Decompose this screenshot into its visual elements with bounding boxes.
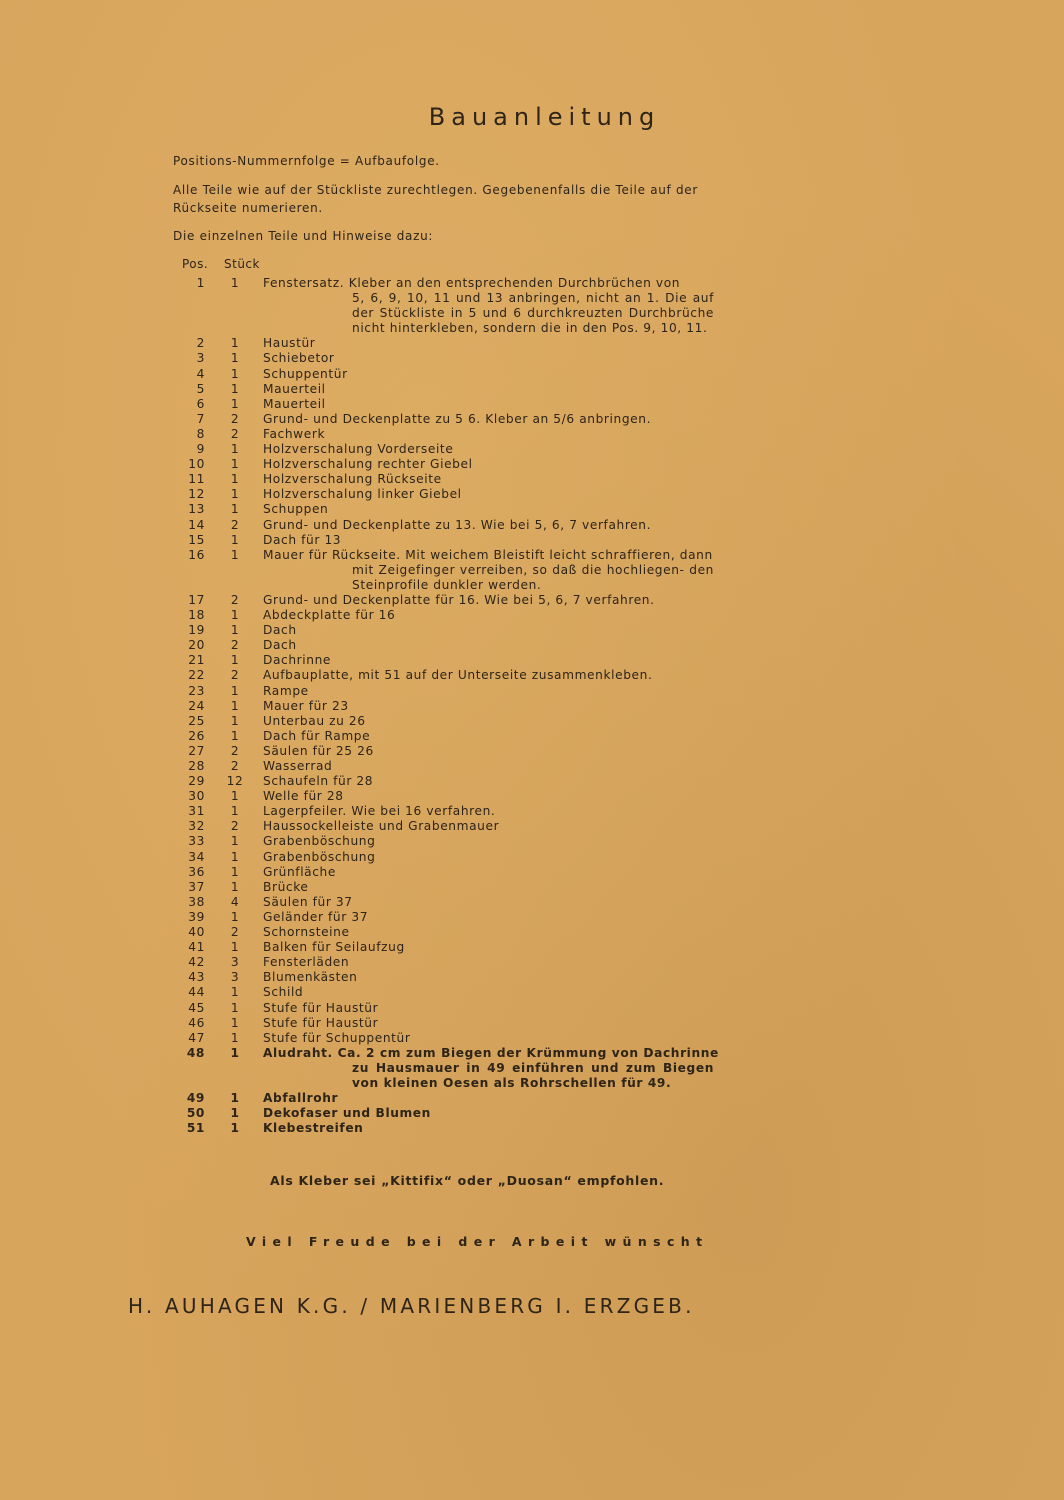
row-description <box>263 533 730 548</box>
row-quantity: 1 <box>230 985 240 1000</box>
row-quantity: 1 <box>230 457 240 472</box>
table-row <box>170 457 730 472</box>
row-position: 23 <box>188 683 205 698</box>
row-description-text: Mauerteil <box>263 381 326 396</box>
row-description <box>263 351 730 366</box>
row-position: 24 <box>188 698 205 713</box>
table-row <box>170 940 730 955</box>
row-description-text: Grund- und Deckenplatte für 16. Wie bei 5, 6, 7 verfahren. <box>263 592 655 607</box>
row-quantity: 1 <box>230 864 240 879</box>
row-description <box>263 1001 730 1016</box>
row-description <box>263 593 730 608</box>
row-description-text: Dach für Rampe <box>263 728 371 743</box>
row-quantity: 1 <box>230 442 240 457</box>
row-position: 27 <box>188 743 205 758</box>
row-quantity: 2 <box>230 411 240 426</box>
row-description <box>263 548 730 593</box>
row-position: 41 <box>188 940 205 955</box>
row-quantity: 2 <box>230 743 240 758</box>
table-row <box>170 1001 730 1016</box>
table-row <box>170 533 730 548</box>
row-description-text: Unterbau zu 26 <box>263 713 366 728</box>
row-description-text: Fenstersatz. Kleber an den entsprechenden Durchbrüchen von <box>263 276 681 290</box>
row-description-text: Fensterläden <box>263 955 350 970</box>
row-description <box>263 970 730 985</box>
table-row <box>170 653 730 668</box>
row-description-continuation: zu Hausmauer in 49 einführen und zum Biegen von kleinen Oesen als Rohrschellen für 49. <box>352 1060 714 1090</box>
column-header-qty: Stück <box>224 257 260 271</box>
row-position: 25 <box>188 713 205 728</box>
row-quantity: 1 <box>230 351 240 366</box>
table-row <box>170 1121 730 1136</box>
table-row <box>170 850 730 865</box>
intro-line-order: Positions-Nummernfolge = Aufbaufolge. <box>173 154 440 168</box>
row-position: 31 <box>188 804 205 819</box>
row-description <box>263 940 730 955</box>
table-row <box>170 925 730 940</box>
row-description <box>263 382 730 397</box>
table-row <box>170 336 730 351</box>
row-description-text: Mauer für 23 <box>263 698 349 713</box>
row-position: 8 <box>196 426 205 441</box>
table-row <box>170 668 730 683</box>
row-description <box>263 985 730 1000</box>
row-description-text: Welle für 28 <box>263 789 344 804</box>
row-position: 18 <box>188 608 205 623</box>
row-position: 37 <box>188 879 205 894</box>
row-description-text: Holzverschalung linker Giebel <box>263 487 462 502</box>
row-description-text: Dach für 13 <box>263 532 342 547</box>
row-quantity: 1 <box>230 683 240 698</box>
row-description <box>263 397 730 412</box>
row-quantity: 1 <box>230 1045 240 1060</box>
table-row <box>170 593 730 608</box>
table-row <box>170 1091 730 1106</box>
row-description <box>263 427 730 442</box>
table-row <box>170 819 730 834</box>
row-quantity: 1 <box>230 1106 240 1121</box>
row-position: 39 <box>188 909 205 924</box>
row-description-text: Balken für Seilaufzug <box>263 940 405 955</box>
row-description-text: Grund- und Deckenplatte zu 5 6. Kleber an 5/6 anbringen. <box>263 411 652 426</box>
row-description <box>263 865 730 880</box>
table-row <box>170 834 730 849</box>
row-description <box>263 653 730 668</box>
table-row <box>170 502 730 517</box>
row-description <box>263 834 730 849</box>
row-description-text: Grünfläche <box>263 864 336 879</box>
row-quantity: 1 <box>230 1091 240 1106</box>
table-row <box>170 699 730 714</box>
row-position: 4 <box>196 366 205 381</box>
row-description-text: Stufe für Haustür <box>263 1015 379 1030</box>
row-description <box>263 910 730 925</box>
row-description <box>263 1106 730 1121</box>
table-row <box>170 955 730 970</box>
row-description <box>263 457 730 472</box>
row-position: 15 <box>188 532 205 547</box>
table-row <box>170 759 730 774</box>
row-description-text: Aludraht. Ca. 2 cm zum Biegen der Krümmung von Dachrinne <box>263 1045 719 1060</box>
row-position: 26 <box>188 728 205 743</box>
row-position: 5 <box>196 381 205 396</box>
row-quantity: 2 <box>230 819 240 834</box>
row-position: 30 <box>188 789 205 804</box>
row-description-text: Schuppen <box>263 502 329 517</box>
table-row <box>170 789 730 804</box>
row-description-text: Mauerteil <box>263 396 326 411</box>
row-description <box>263 412 730 427</box>
row-quantity: 1 <box>230 623 240 638</box>
row-description-text: Wasserrad <box>263 759 333 773</box>
row-description-text: Haussockelleiste und Grabenmauer <box>263 819 500 834</box>
row-description <box>263 895 730 910</box>
row-position: 44 <box>188 985 205 1000</box>
table-row <box>170 367 730 382</box>
table-row <box>170 397 730 412</box>
row-description-text: Dach <box>263 623 297 638</box>
row-description <box>263 819 730 834</box>
row-quantity: 1 <box>230 366 240 381</box>
row-description-text: Schaufeln für 28 <box>263 774 374 789</box>
row-position: 46 <box>188 1015 205 1030</box>
row-description-text: Dach <box>263 638 297 653</box>
row-position: 3 <box>196 351 205 366</box>
row-position: 7 <box>196 411 205 426</box>
table-row <box>170 548 730 593</box>
table-row <box>170 1016 730 1031</box>
table-row <box>170 276 730 336</box>
row-description <box>263 880 730 895</box>
row-quantity: 2 <box>230 426 240 441</box>
row-position: 6 <box>196 396 205 411</box>
row-quantity: 1 <box>230 940 240 955</box>
row-quantity: 1 <box>230 713 240 728</box>
row-position: 49 <box>186 1091 205 1106</box>
row-description <box>263 608 730 623</box>
row-description <box>263 518 730 533</box>
row-quantity: 1 <box>230 472 240 487</box>
row-position: 16 <box>188 547 205 562</box>
row-position: 45 <box>188 1000 205 1015</box>
row-description <box>263 925 730 940</box>
row-position: 47 <box>188 1030 205 1045</box>
row-description-text: Fachwerk <box>263 426 326 441</box>
table-row <box>170 684 730 699</box>
row-quantity: 1 <box>230 381 240 396</box>
row-description <box>263 668 730 683</box>
row-position: 33 <box>188 834 205 849</box>
row-position: 29 <box>188 774 205 789</box>
row-description <box>263 1091 730 1106</box>
row-description-text: Grabenböschung <box>263 834 376 849</box>
table-row <box>170 608 730 623</box>
row-description-text: Mauer für Rückseite. Mit weichem Bleistift leicht schraffieren, dann <box>263 547 713 562</box>
row-position: 36 <box>188 864 205 879</box>
row-description <box>263 850 730 865</box>
row-description <box>263 1046 730 1091</box>
row-quantity: 1 <box>230 849 240 864</box>
row-description-text: Säulen für 37 <box>263 894 353 909</box>
row-position: 48 <box>186 1045 205 1060</box>
glue-recommendation: Als Kleber sei „Kittifix“ oder „Duosan“ empfohlen. <box>270 1173 665 1188</box>
row-description-text: Rampe <box>263 683 309 698</box>
row-position: 22 <box>188 668 205 683</box>
row-quantity: 1 <box>230 1015 240 1030</box>
row-quantity: 1 <box>230 608 240 623</box>
row-quantity: 1 <box>230 532 240 547</box>
row-position: 10 <box>188 457 205 472</box>
row-quantity: 1 <box>230 1000 240 1015</box>
row-quantity: 4 <box>230 894 240 909</box>
intro-line-prepare: Alle Teile wie auf der Stückliste zurechtlegen. Gegebenenfalls die Teile auf der Rückseite numerieren. <box>173 183 699 215</box>
row-position: 1 <box>196 276 205 290</box>
row-quantity: 1 <box>230 834 240 849</box>
row-description-text: Grabenböschung <box>263 849 376 864</box>
table-row <box>170 985 730 1000</box>
row-description-text: Stufe für Haustür <box>263 1000 379 1015</box>
row-quantity: 2 <box>230 517 240 532</box>
table-row <box>170 472 730 487</box>
table-row <box>170 518 730 533</box>
table-row <box>170 442 730 457</box>
row-quantity: 1 <box>230 276 240 290</box>
row-description-text: Holzverschalung rechter Giebel <box>263 457 473 472</box>
row-quantity: 1 <box>230 1030 240 1045</box>
row-quantity: 2 <box>230 592 240 607</box>
company-footer: H. AUHAGEN K.G. / MARIENBERG I. ERZGEB. <box>128 1294 695 1318</box>
row-position: 51 <box>186 1121 205 1136</box>
row-quantity: 1 <box>230 653 240 668</box>
row-position: 32 <box>188 819 205 834</box>
row-description-text: Schiebetor <box>263 351 335 366</box>
table-row <box>170 382 730 397</box>
row-description <box>263 623 730 638</box>
row-description-text: Holzverschalung Vorderseite <box>263 442 454 457</box>
row-description-text: Schornsteine <box>263 925 350 940</box>
row-description-text: Lagerpfeiler. Wie bei 16 verfahren. <box>263 804 496 819</box>
row-position: 28 <box>188 759 205 773</box>
row-description-text: Grund- und Deckenplatte zu 13. Wie bei 5, 6, 7 verfahren. <box>263 517 652 532</box>
table-row <box>170 487 730 502</box>
row-position: 13 <box>188 502 205 517</box>
row-quantity: 1 <box>230 336 240 351</box>
row-description <box>263 1016 730 1031</box>
row-position: 2 <box>196 336 205 351</box>
table-row <box>170 895 730 910</box>
row-description-text: Brücke <box>263 879 309 894</box>
row-quantity: 1 <box>230 728 240 743</box>
row-quantity: 1 <box>230 804 240 819</box>
row-position: 34 <box>188 849 205 864</box>
row-description-text: Dekofaser und Blumen <box>263 1106 431 1121</box>
row-description-text: Geländer für 37 <box>263 909 369 924</box>
intro-line-parts: Die einzelnen Teile und Hinweise dazu: <box>173 229 434 243</box>
row-quantity: 1 <box>230 909 240 924</box>
row-description-text: Aufbauplatte, mit 51 auf der Unterseite zusammenkleben. <box>263 668 653 683</box>
row-description <box>263 759 730 774</box>
row-description-text: Abdeckplatte für 16 <box>263 608 396 623</box>
table-row <box>170 714 730 729</box>
row-quantity: 1 <box>230 487 240 502</box>
row-description-continuation: mit Zeigefinger verreiben, so daß die hochliegen- den Steinprofile dunkler werden. <box>352 562 714 592</box>
row-description <box>263 367 730 382</box>
row-description <box>263 276 730 336</box>
row-description-text: Haustür <box>263 336 316 351</box>
row-description-text: Säulen für 25 26 <box>263 743 374 758</box>
row-quantity: 2 <box>230 759 240 773</box>
row-description <box>263 804 730 819</box>
row-description <box>263 955 730 970</box>
parts-list <box>170 276 730 1136</box>
table-row <box>170 1031 730 1046</box>
row-description-text: Klebestreifen <box>263 1121 364 1136</box>
row-description <box>263 729 730 744</box>
row-description <box>263 336 730 351</box>
row-description <box>263 1121 730 1136</box>
row-position: 11 <box>188 472 205 487</box>
row-description <box>263 1031 730 1046</box>
row-description <box>263 472 730 487</box>
table-row <box>170 970 730 985</box>
table-row <box>170 1046 730 1091</box>
row-quantity: 1 <box>230 879 240 894</box>
row-quantity: 3 <box>230 955 240 970</box>
row-position: 50 <box>186 1106 205 1121</box>
row-position: 14 <box>188 517 205 532</box>
row-description-text: Holzverschalung Rückseite <box>263 472 442 487</box>
table-row <box>170 412 730 427</box>
row-quantity: 2 <box>230 668 240 683</box>
row-description-text: Dachrinne <box>263 653 332 668</box>
table-row <box>170 729 730 744</box>
row-position: 9 <box>196 442 205 457</box>
table-row <box>170 804 730 819</box>
page-title: Bauanleitung <box>428 103 661 131</box>
row-description <box>263 789 730 804</box>
row-quantity: 2 <box>230 638 240 653</box>
table-row <box>170 774 730 789</box>
row-quantity: 1 <box>230 502 240 517</box>
row-description <box>263 442 730 457</box>
row-quantity: 3 <box>230 970 240 985</box>
row-quantity: 1 <box>230 547 240 562</box>
closing-wish: Viel Freude bei der Arbeit wünscht <box>246 1234 709 1249</box>
table-row <box>170 744 730 759</box>
row-quantity: 2 <box>230 925 240 940</box>
row-position: 40 <box>188 925 205 940</box>
row-description <box>263 744 730 759</box>
table-row <box>170 351 730 366</box>
row-description <box>263 502 730 517</box>
row-description <box>263 684 730 699</box>
row-description-text: Abfallrohr <box>263 1091 339 1106</box>
row-description <box>263 774 730 789</box>
row-position: 17 <box>188 592 205 607</box>
row-position: 42 <box>188 955 205 970</box>
row-quantity: 1 <box>230 396 240 411</box>
row-quantity: 1 <box>230 698 240 713</box>
row-description <box>263 714 730 729</box>
row-position: 19 <box>188 623 205 638</box>
row-description-text: Schuppentür <box>263 366 348 381</box>
row-description-text: Schild <box>263 985 304 1000</box>
row-quantity: 1 <box>230 1121 240 1136</box>
row-description <box>263 638 730 653</box>
row-description <box>263 487 730 502</box>
column-header-pos: Pos. <box>182 257 209 271</box>
table-row <box>170 623 730 638</box>
row-description-text: Blumenkästen <box>263 970 358 985</box>
table-row <box>170 910 730 925</box>
row-description-text: Stufe für Schuppentür <box>263 1030 411 1045</box>
row-quantity: 12 <box>226 774 244 789</box>
row-description-continuation: 5, 6, 9, 10, 11 und 13 anbringen, nicht an 1. Die auf der Stückliste in 5 und 6 durchkreuzten Durchbrüche nicht hinterkleben, sondern die in den Pos. 9, 10, 11. <box>352 291 714 336</box>
table-row <box>170 1106 730 1121</box>
row-position: 43 <box>188 970 205 985</box>
row-position: 12 <box>188 487 205 502</box>
row-description <box>263 699 730 714</box>
row-position: 20 <box>188 638 205 653</box>
row-quantity: 1 <box>230 789 240 804</box>
table-row <box>170 638 730 653</box>
table-row <box>170 427 730 442</box>
table-row <box>170 880 730 895</box>
row-position: 21 <box>188 653 205 668</box>
row-position: 38 <box>188 894 205 909</box>
table-row <box>170 865 730 880</box>
